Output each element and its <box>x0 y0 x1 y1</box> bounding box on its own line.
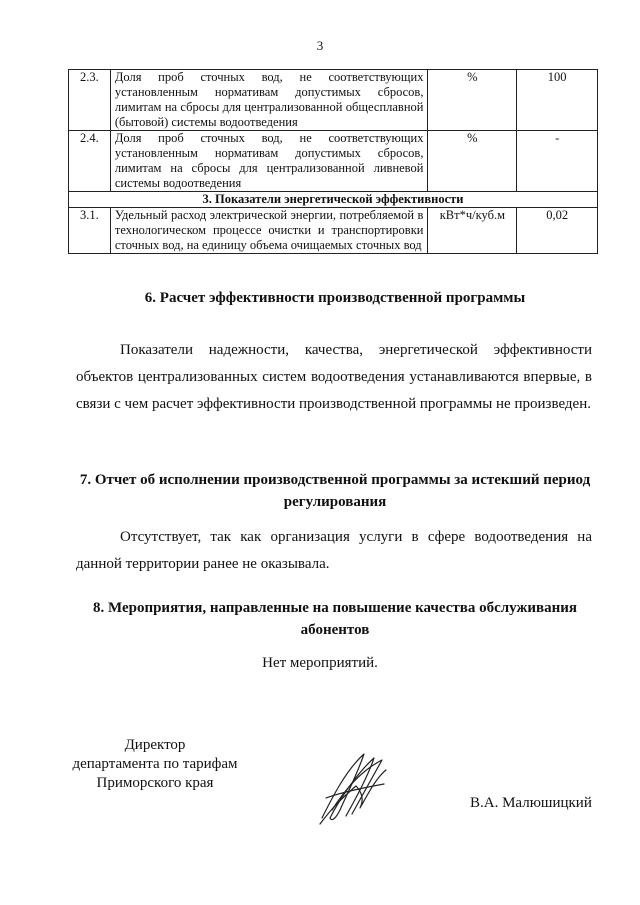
section-7-text: Отсутствует, так как организация услуги в сфере водоотведения на данной территории ранее не оказывала. <box>76 529 592 572</box>
signer-name: В.А. Малюшицкий <box>470 795 592 811</box>
row-number: 3.1. <box>69 208 111 254</box>
section-7-heading: 7. Отчет об исполнении производственной программы за истекший период регулирования <box>79 472 591 510</box>
row-description: Доля проб сточных вод, не соответствующих установленным нормативам допустимых сбросов, лимитам на сбросы для централизованной общесплавной (бытовой) системы водоотведения <box>110 70 428 131</box>
row-unit: % <box>428 70 517 131</box>
section-8-text: Нет мероприятий. <box>262 655 378 671</box>
table-row <box>69 131 598 192</box>
section-6-text: Показатели надежности, качества, энергетической эффективности объектов централизованных систем водоотведения устанавливаются впервые, в связи с чем расчет эффективности производственной программы не произведен. <box>76 342 592 412</box>
row-number: 2.3. <box>69 70 111 131</box>
page-number: 3 <box>316 38 324 53</box>
table-row <box>69 208 598 254</box>
row-unit: % <box>428 131 517 192</box>
row-description: Удельный расход электрической энергии, потребляемой в технологическом процессе очистки и транспортировки сточных вод, на единицу объема очищаемых сточных вод <box>110 208 428 254</box>
section-8-heading: 8. Мероприятия, направленные на повышение качества обслуживания абонентов <box>92 600 577 638</box>
signer-position: Директор <box>124 737 186 753</box>
section-6-heading: 6. Расчет эффективности производственной программы <box>144 290 526 306</box>
signer-region: Приморского края <box>96 775 214 791</box>
row-value: 100 <box>517 70 598 131</box>
row-value: 0,02 <box>517 208 598 254</box>
row-unit: кВт*ч/куб.м <box>428 208 517 254</box>
signer-title <box>60 736 250 793</box>
table-section-row <box>69 192 598 208</box>
row-value: - <box>517 131 598 192</box>
signature-icon <box>312 748 392 828</box>
indicators-table <box>68 69 598 254</box>
row-description: Доля проб сточных вод, не соответствующих установленным нормативам допустимых сбросов, лимитам на сбросы для централизованной ливневой системы водоотведения <box>110 131 428 192</box>
row-number: 2.4. <box>69 131 111 192</box>
signer-department: департамента по тарифам <box>72 756 238 772</box>
table-section-header: 3. Показатели энергетической эффективности <box>69 192 598 208</box>
table-row <box>69 70 598 131</box>
